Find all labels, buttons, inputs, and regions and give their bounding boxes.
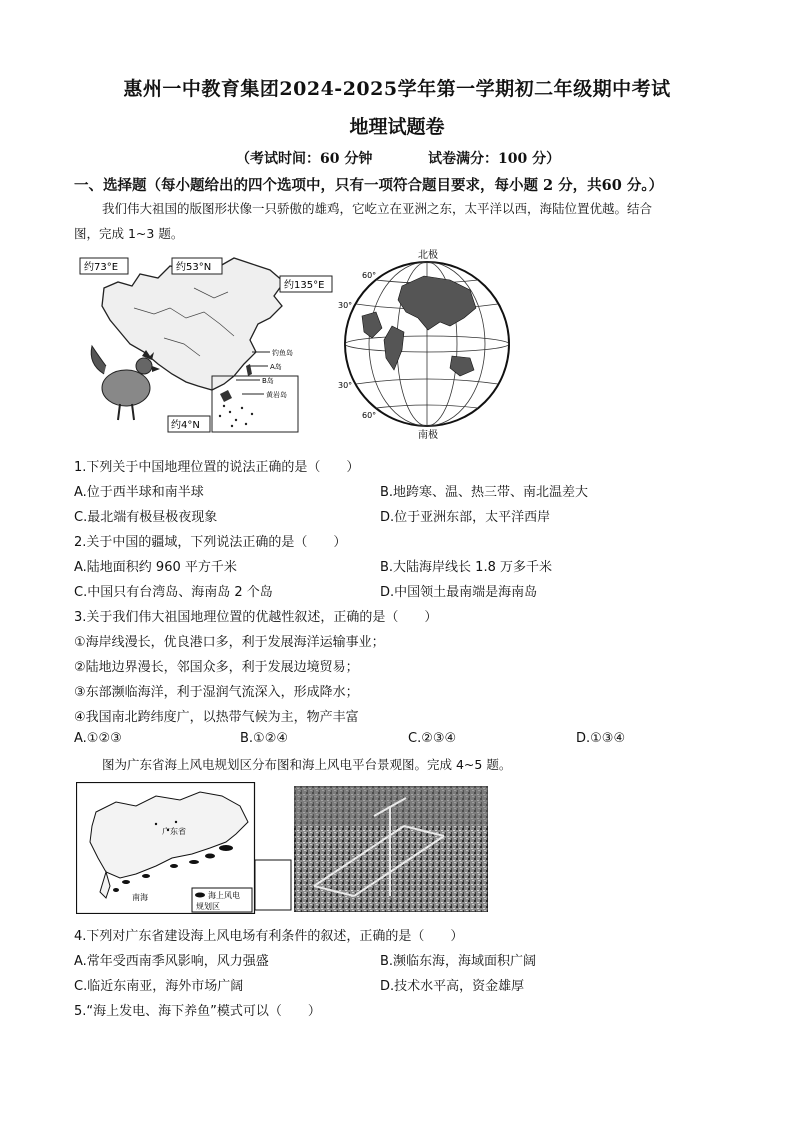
legend-a-island: A岛 [270, 363, 282, 371]
china-map-figure [74, 248, 336, 434]
exam-time: （考试时间：60 分钟 [236, 151, 373, 167]
map-legend [192, 888, 252, 912]
lat-60-label: 60° [362, 271, 377, 280]
legend-b-island: B岛 [262, 377, 274, 385]
intro-line-2: 图，完成 1~3 题。 [74, 226, 184, 241]
label-73e [80, 258, 128, 274]
question-2-stem: 2.关于中国的疆域，下列说法正确的是（ ） [74, 535, 347, 550]
q1-option-c[interactable]: C.最北端有极昼极夜现象 [74, 510, 218, 525]
wind-platform-photo [294, 786, 488, 912]
north-pole-label: 北极 [418, 250, 438, 261]
q4-option-d[interactable]: D.技术水平高，资金雄厚 [380, 979, 525, 994]
lat-60s-label: 60° [362, 411, 377, 420]
legend-label: 海上风电 [208, 891, 240, 900]
label-73e-text: 约73°E [84, 262, 119, 273]
intro-line-1: 我们伟大祖国的版图形状像一只骄傲的雄鸡，它屹立在亚洲之东，太平洋以西，海陆位置优越。结合 [102, 201, 653, 216]
exam-score: 试卷满分：100 分） [428, 151, 561, 167]
q2-option-b[interactable]: B.大陆海岸线长 1.8 万多千米 [380, 560, 552, 575]
label-135e-text: 约135°E [284, 280, 325, 291]
q4-option-a[interactable]: A.常年受西南季风影响，风力强盛 [74, 954, 269, 969]
label-53n-text: 约53°N [176, 262, 212, 273]
lat-30s-label: 30° [338, 381, 353, 390]
question-5-stem: 5.“海上发电、海下养鱼”模式可以（ ） [74, 1004, 321, 1019]
q3-statement-4: ④我国南北跨纬度广，以热带气候为主，物产丰富 [74, 710, 359, 725]
guangdong-map-figure [76, 782, 292, 914]
legend-diaoyu: 钓鱼岛 [272, 349, 293, 357]
south-china-sea-islands [212, 376, 298, 432]
q3-statement-3: ③东部濒临海洋，利于湿润气流深入，形成降水； [74, 685, 359, 700]
q3-option-a[interactable]: A.①②③ [74, 731, 122, 746]
section-heading: 一、选择题（每小题给出的四个选项中，只有一项符合题目要求，每小题 2 分，共60 分。） [74, 177, 664, 194]
label-4n [168, 416, 210, 432]
question-3-stem: 3.关于我们伟大祖国地理位置的优越性叙述，正确的是（ ） [74, 610, 438, 625]
q3-statement-1: ①海岸线漫长，优良港口多，利于发展海洋运输事业； [74, 635, 385, 650]
exam-title: 惠州一中教育集团2024-2025学年第一学期初二年级期中考试 [123, 78, 671, 100]
intro-paragraph [74, 196, 722, 246]
q2-option-d[interactable]: D.中国领土最南端是海南岛 [380, 585, 538, 600]
q3-option-b[interactable]: B.①②④ [240, 731, 289, 746]
q3-statement-2: ②陆地边界漫长，邻国众多，利于发展边境贸易； [74, 660, 359, 675]
q4-option-b[interactable]: B.濒临东海，海域面积广阔 [380, 954, 537, 969]
q1-option-d[interactable]: D.位于亚洲东部，太平洋西岸 [380, 510, 551, 525]
lat-30-label: 30° [338, 301, 353, 310]
question-1-stem: 1.下列关于中国地理位置的说法正确的是（ ） [74, 460, 360, 475]
q2-option-c[interactable]: C.中国只有台湾岛、海南岛 2 个岛 [74, 585, 273, 600]
intro-2: 图为广东省海上风电规划区分布图和海上风电平台景观图。完成 4~5 题。 [102, 757, 512, 772]
question-4-stem: 4.下列对广东省建设海上风电场有利条件的叙述，正确的是（ ） [74, 929, 464, 944]
south-pole-label: 南极 [418, 430, 438, 440]
q4-option-c[interactable]: C.临近东南亚，海外市场广阔 [74, 979, 244, 994]
label-4n-text: 约4°N [171, 420, 200, 431]
q2-option-a[interactable]: A.陆地面积约 960 平方千米 [74, 560, 237, 575]
legend-label-2: 规划区 [196, 902, 220, 911]
label-53n [172, 258, 222, 274]
province-label: 广东省 [162, 827, 186, 836]
q1-option-a[interactable]: A.位于西半球和南半球 [74, 485, 204, 500]
q1-option-b[interactable]: B.地跨寒、温、热三带、南北温差大 [380, 485, 589, 500]
inset-box [255, 860, 291, 910]
rooster-icon [91, 346, 160, 420]
q3-option-c[interactable]: C.②③④ [408, 731, 457, 746]
sea-label: 南海 [132, 893, 148, 902]
legend-huangyan: 黄岩岛 [266, 391, 287, 399]
q3-option-d[interactable]: D.①③④ [576, 731, 626, 746]
label-135e [280, 276, 332, 292]
exam-subtitle: 地理试题卷 [349, 116, 445, 138]
globe-figure [332, 246, 522, 440]
